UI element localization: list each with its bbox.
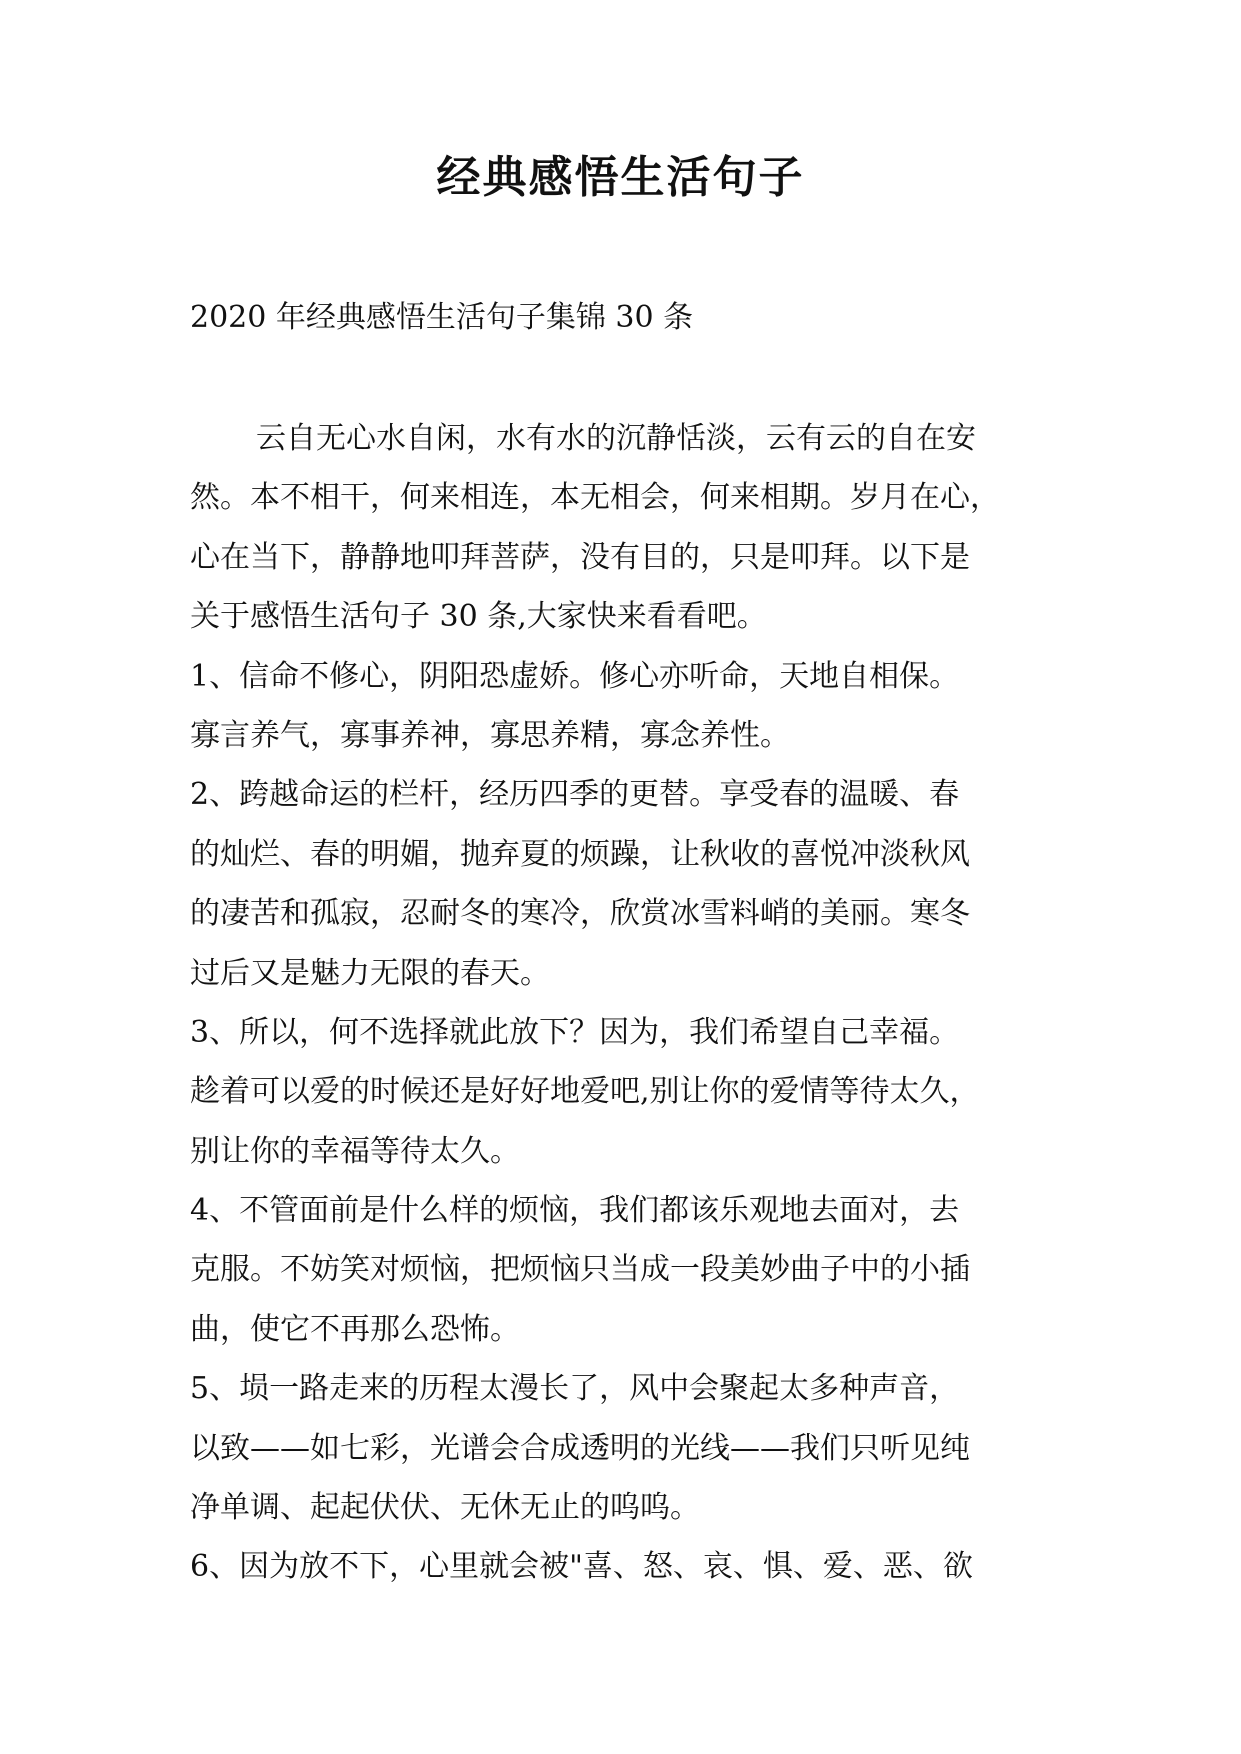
body-line: 4、不管面前是什么样的烦恼，我们都该乐观地去面对，去 [190, 1193, 960, 1229]
body-line: 心在当下，静静地叩拜菩萨，没有目的，只是叩拜。以下是 [190, 539, 970, 575]
body-line: 以致——如七彩，光谱会合成透明的光线——我们只听见纯 [190, 1430, 970, 1466]
body-line: 别让你的幸福等待太久。 [190, 1133, 520, 1169]
body-line: 云自无心水自闲，水有水的沉静恬淡，云有云的自在安 [256, 421, 976, 456]
body-line: 关于感悟生活句子 30 条,大家快来看看吧。 [190, 599, 767, 635]
document-subtitle: 2020 年经典感悟生活句子集锦 30 条 [190, 300, 694, 335]
body-line: 克服。不妨笑对烦恼，把烦恼只当成一段美妙曲子中的小插 [190, 1252, 970, 1288]
document-title: 经典感悟生活句子 [436, 152, 805, 203]
body-line: 曲，使它不再那么恐怖。 [190, 1311, 520, 1347]
body-line: 寡言养气，寡事养神，寡思养精，寡念养性。 [190, 717, 790, 753]
body-line: 3、所以，何不选择就此放下？因为，我们希望自己幸福。 [190, 1014, 960, 1050]
body-line: 净单调、起起伏伏、无休无止的呜呜。 [190, 1490, 700, 1526]
body-line: 的灿烂、春的明媚，抛弃夏的烦躁，让秋收的喜悦冲淡秋风 [190, 836, 970, 872]
body-line: 2、跨越命运的栏杆，经历四季的更替。享受春的温暖、春 [190, 777, 960, 813]
body-line: 然。本不相干，何来相连，本无相会，何来相期。岁月在心， [190, 480, 1000, 516]
document-body [190, 409, 1051, 1597]
body-line: 5、埙一路走来的历程太漫长了，风中会聚起太多种声音， [190, 1371, 960, 1407]
body-line: 1、信命不修心，阴阳恐虚娇。修心亦听命，天地自相保。 [190, 658, 960, 694]
body-line: 6、因为放不下，心里就会被"喜、怒、哀、惧、爱、恶、欲 [190, 1549, 973, 1585]
body-line: 过后又是魅力无限的春天。 [190, 955, 550, 991]
body-line: 的凄苦和孤寂，忍耐冬的寒冷，欣赏冰雪料峭的美丽。寒冬 [190, 896, 970, 932]
body-line: 趁着可以爱的时候还是好好地爱吧,别让你的爱情等待太久， [190, 1074, 980, 1110]
